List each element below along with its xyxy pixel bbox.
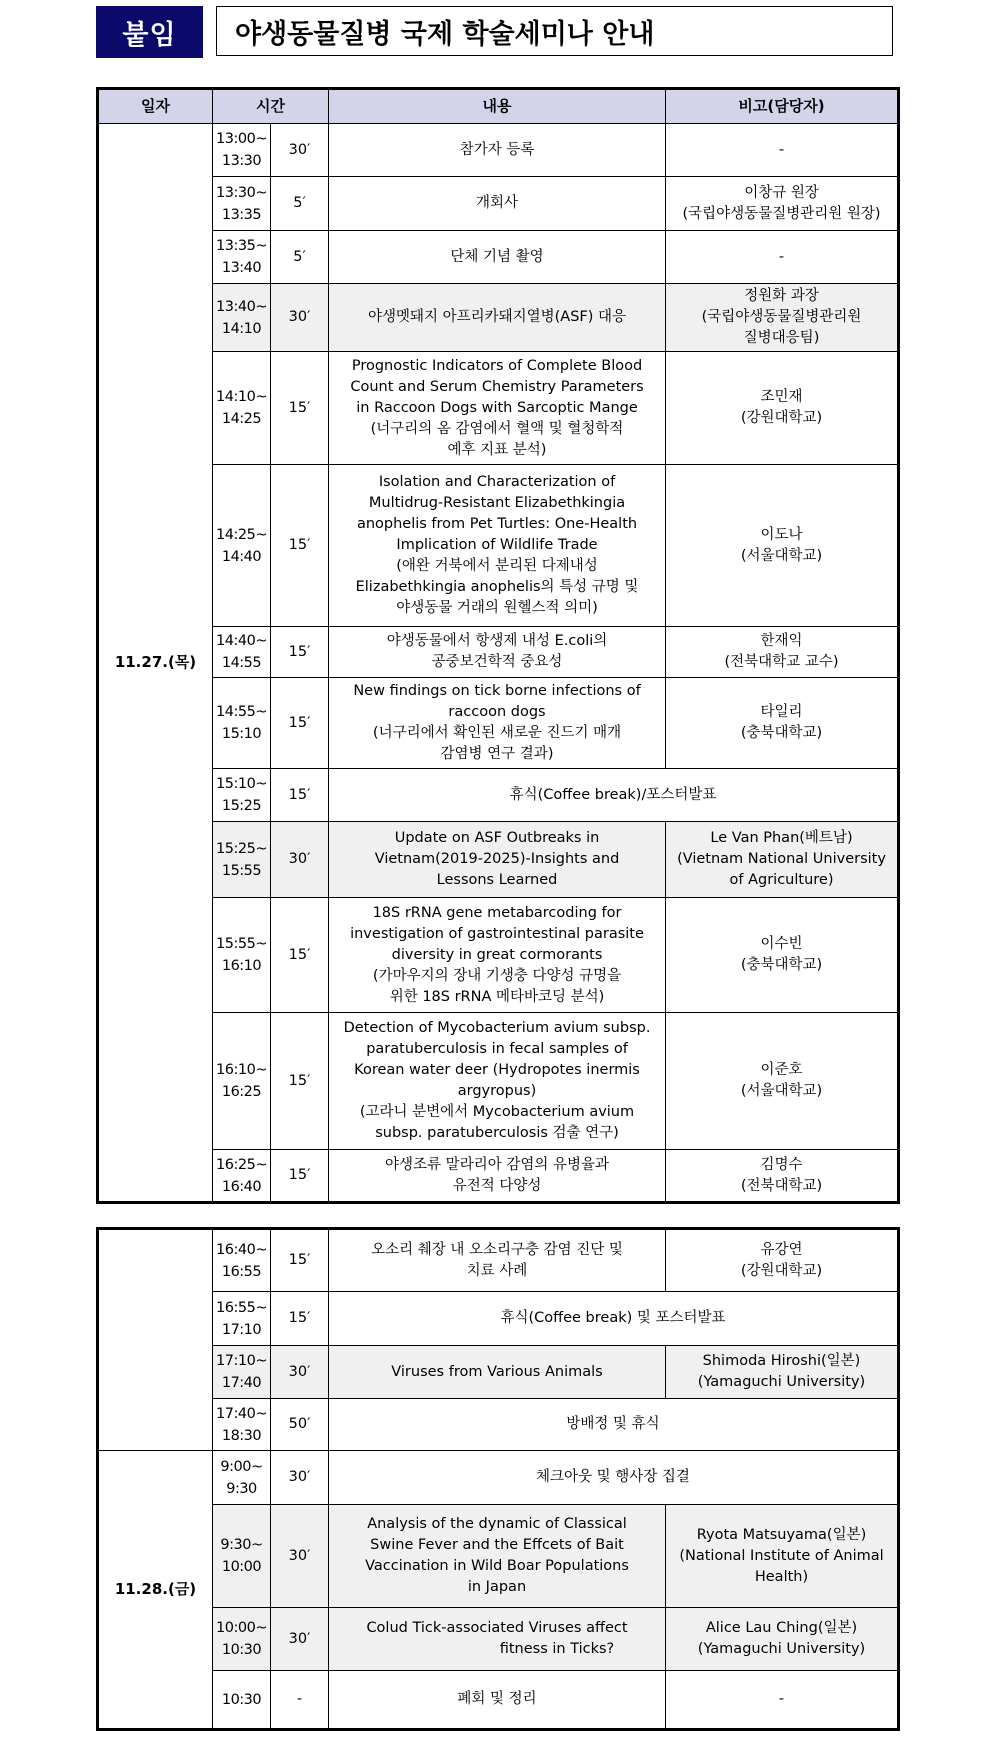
time-end: 16:55 (221, 1263, 262, 1280)
content-cell (329, 465, 666, 627)
time-end: 9:30 (226, 1480, 257, 1497)
content-line: Detection of Mycobacterium avium subsp. (343, 1020, 651, 1036)
note-line: 이수빈 (760, 936, 803, 952)
content-line: 체크아웃 및 행사장 집결 (536, 1469, 690, 1485)
content-line: Colud Tick-associated Viruses affect (366, 1620, 628, 1636)
time-start: 17:40~ (216, 1405, 267, 1422)
duration-cell: - (271, 1671, 329, 1730)
duration-cell: 5′ (271, 177, 329, 231)
note-line: (충북대학교) (740, 725, 823, 741)
content-line: 개회사 (476, 195, 519, 211)
time-start: 14:55~ (216, 704, 267, 720)
content-line: anophelis from Pet Turtles: One-Health (356, 516, 638, 532)
duration-cell: 15′ (271, 627, 329, 678)
time-end: 15:55 (221, 862, 262, 879)
time-start: 14:10~ (216, 389, 267, 405)
note-line: Ryota Matsuyama(일본) (696, 1526, 867, 1543)
note-cell (666, 284, 899, 352)
note-cell (666, 1346, 899, 1399)
schedule-table-2 (96, 1227, 900, 1731)
column-header-note: 비고(담당자) (666, 89, 899, 124)
note-cell (666, 177, 899, 231)
time-end: 16:40 (221, 1178, 262, 1195)
note-line: (전북대학교 교수) (724, 654, 839, 670)
content-line: Prognostic Indicators of Complete Blood (351, 357, 643, 374)
content-line: 위한 18S rRNA 메타바코딩 분석) (389, 988, 605, 1005)
content-cell (329, 231, 666, 284)
note-cell (666, 1608, 899, 1671)
note-line: (Yamaguchi University) (697, 1374, 866, 1390)
content-line: paratuberculosis in fecal samples of (366, 1041, 628, 1057)
time-cell (213, 769, 271, 822)
content-cell (329, 124, 666, 177)
content-line: 참가자 등록 (459, 141, 535, 158)
time-start: 16:40~ (216, 1241, 267, 1258)
content-line: in Japan (467, 1579, 527, 1595)
time-cell (213, 124, 271, 177)
note-line: 김명수 (760, 1156, 803, 1173)
note-line: 질병대응팀) (743, 330, 820, 346)
table-row (98, 822, 899, 898)
note-cell (666, 124, 899, 177)
time-cell (213, 1346, 271, 1399)
duration-cell: 30′ (271, 1346, 329, 1399)
content-line: Viruses from Various Animals (391, 1363, 603, 1380)
time-start: 13:35~ (216, 238, 267, 254)
content-cell (329, 1505, 666, 1608)
time-start: 16:10~ (216, 1062, 267, 1078)
time-start: 16:55~ (216, 1299, 267, 1316)
time-end: 17:40 (221, 1375, 262, 1391)
content-cell (329, 284, 666, 352)
note-line: - (778, 1691, 785, 1707)
time-cell (213, 1292, 271, 1346)
time-end: 14:10 (221, 320, 262, 337)
note-cell (666, 1671, 899, 1730)
time-start: 15:25~ (216, 840, 267, 857)
duration-cell: 15′ (271, 678, 329, 769)
content-line: Update on ASF Outbreaks in (394, 830, 600, 846)
note-line: 이도나 (760, 526, 803, 543)
duration-cell: 30′ (271, 124, 329, 177)
content-cell (329, 1013, 666, 1150)
content-line: 야생동물 거래의 원헬스적 의미) (396, 600, 598, 616)
note-line: Alice Lau Ching(일본) (705, 1620, 858, 1636)
note-line: (Yamaguchi University) (697, 1641, 866, 1657)
note-line: (서울대학교) (740, 547, 823, 564)
content-cell (329, 1292, 899, 1346)
time-start: 9:00~ (220, 1458, 263, 1475)
duration-cell: 15′ (271, 1292, 329, 1346)
content-line: 야생조류 말라리아 감염의 유병율과 (385, 1156, 609, 1173)
content-line: 휴식(Coffee break) 및 포스터발표 (500, 1310, 726, 1326)
content-cell (329, 1451, 899, 1505)
table-row (98, 177, 899, 231)
content-line: (고라니 분변에서 Mycobacterium avium (359, 1104, 635, 1120)
time-end: 13:35 (221, 206, 262, 223)
duration-cell: 15′ (271, 465, 329, 627)
note-cell (666, 898, 899, 1013)
content-line: fitness in Ticks? (499, 1641, 615, 1657)
time-cell (213, 627, 271, 678)
content-cell (329, 1399, 899, 1451)
time-cell (213, 1505, 271, 1608)
time-end: 10:30 (221, 1642, 262, 1658)
duration-cell: 30′ (271, 284, 329, 352)
duration-cell: 30′ (271, 1505, 329, 1608)
content-cell (329, 1346, 666, 1399)
note-cell (666, 1229, 899, 1292)
content-line: 방배정 및 휴식 (566, 1416, 660, 1432)
note-line: 한재익 (760, 633, 803, 649)
content-line: Multidrug-Resistant Elizabethkingia (368, 495, 626, 511)
time-end: 18:30 (221, 1427, 262, 1444)
note-line: (강원대학교) (740, 1262, 823, 1279)
time-cell (213, 1671, 271, 1730)
time-end: 14:25 (221, 411, 262, 427)
table-row (98, 352, 899, 465)
content-line: 단체 기념 촬영 (450, 248, 544, 265)
table-row (98, 1608, 899, 1671)
time-end: 16:25 (221, 1084, 262, 1100)
note-line: 정원화 과장 (744, 288, 819, 304)
content-line: raccoon dogs (448, 704, 546, 720)
note-cell (666, 1013, 899, 1150)
note-line: (충북대학교) (740, 957, 823, 973)
content-cell (329, 1229, 666, 1292)
content-line: 휴식(Coffee break)/포스터발표 (509, 786, 717, 803)
duration-cell: 30′ (271, 822, 329, 898)
date-cell (98, 1229, 213, 1451)
content-line: Korean water deer (Hydropotes inermis (354, 1062, 640, 1078)
time-cell (213, 678, 271, 769)
time-start: 13:40~ (216, 298, 267, 315)
note-line: (서울대학교) (740, 1083, 823, 1099)
content-line: Count and Serum Chemistry Parameters (350, 378, 644, 395)
time-end: 17:10 (221, 1321, 262, 1338)
duration-cell: 15′ (271, 769, 329, 822)
content-line: Vaccination in Wild Boar Populations (365, 1558, 629, 1574)
content-line: (너구리의 옴 감염에서 혈액 및 혈청학적 (370, 420, 624, 437)
time-start: 10:30 (221, 1691, 262, 1708)
note-cell (666, 822, 899, 898)
note-line: - (778, 141, 785, 158)
table-row (98, 1150, 899, 1203)
content-cell (329, 177, 666, 231)
time-cell (213, 1229, 271, 1292)
note-line: Health) (754, 1568, 809, 1585)
content-cell (329, 627, 666, 678)
time-end: 13:40 (221, 260, 262, 276)
note-line: 조민재 (760, 389, 803, 405)
note-line: 이준호 (760, 1062, 803, 1078)
note-line: 유강연 (760, 1241, 803, 1258)
content-line: Swine Fever and the Effcets of Bait (370, 1537, 624, 1553)
duration-cell: 15′ (271, 898, 329, 1013)
note-line: (국립야생동물질병관리원 (701, 309, 862, 325)
duration-cell: 5′ (271, 231, 329, 284)
content-line: subsp. paratuberculosis 검출 연구) (375, 1125, 619, 1141)
content-cell (329, 1671, 666, 1730)
content-cell (329, 1150, 666, 1203)
time-cell (213, 898, 271, 1013)
content-line: (가마우지의 장내 기생충 다양성 규명을 (372, 967, 622, 984)
table-row (98, 1671, 899, 1730)
content-line: 감염병 연구 결과) (440, 746, 554, 762)
content-line: diversity in great cormorants (391, 946, 603, 963)
date-cell: 11.27.(목) (98, 124, 213, 1203)
time-cell (213, 1451, 271, 1505)
note-line: Shimoda Hiroshi(일본) (702, 1353, 861, 1369)
time-start: 17:10~ (216, 1353, 267, 1369)
content-cell (329, 352, 666, 465)
duration-cell: 30′ (271, 1451, 329, 1505)
table-row (98, 678, 899, 769)
duration-cell: 15′ (271, 1013, 329, 1150)
table-row (98, 1229, 899, 1292)
time-cell (213, 465, 271, 627)
duration-cell: 15′ (271, 352, 329, 465)
time-cell (213, 284, 271, 352)
content-line: Analysis of the dynamic of Classical (367, 1516, 627, 1532)
time-end: 14:55 (221, 655, 262, 671)
time-cell (213, 1150, 271, 1203)
page-title: 야생동물질병 국제 학술세미나 안내 (216, 6, 893, 56)
time-start: 9:30~ (220, 1537, 263, 1553)
column-header-date: 일자 (98, 89, 213, 124)
content-line: 폐회 및 정리 (457, 1691, 537, 1707)
time-start: 15:10~ (216, 776, 267, 792)
content-cell (329, 822, 666, 898)
time-end: 10:00 (221, 1559, 262, 1575)
time-cell (213, 231, 271, 284)
time-end: 15:25 (221, 798, 262, 814)
note-cell (666, 627, 899, 678)
content-line: Elizabethkingia anophelis의 특성 규명 및 (355, 579, 639, 595)
date-cell: 11.28.(금) (98, 1451, 213, 1730)
content-line: 야생동물에서 항생제 내성 E.coli의 (386, 633, 608, 649)
note-line: - (778, 248, 785, 265)
time-start: 13:30~ (216, 184, 267, 201)
column-header-content: 내용 (329, 89, 666, 124)
content-line: (애완 거북에서 분리된 다제내성 (396, 558, 598, 574)
time-start: 13:00~ (216, 131, 267, 147)
time-start: 14:40~ (216, 633, 267, 649)
time-cell (213, 177, 271, 231)
note-line: (국립야생동물질병관리원 원장) (682, 205, 881, 222)
content-line: 예후 지표 분석) (447, 441, 547, 458)
note-line: of Agriculture) (729, 872, 834, 888)
table-row (98, 898, 899, 1013)
content-cell (329, 678, 666, 769)
duration-cell: 15′ (271, 1229, 329, 1292)
note-line: (강원대학교) (740, 410, 823, 426)
content-line: (너구리에서 확인된 새로운 진드기 매개 (372, 725, 622, 741)
content-line: 18S rRNA gene metabarcoding for (372, 904, 622, 921)
note-cell (666, 678, 899, 769)
table-row (98, 124, 899, 177)
note-line: (Vietnam National University (677, 851, 886, 867)
note-cell (666, 465, 899, 627)
table-row (98, 627, 899, 678)
time-end: 13:30 (221, 153, 262, 169)
note-cell (666, 1505, 899, 1608)
time-end: 14:40 (221, 548, 262, 565)
time-cell (213, 822, 271, 898)
time-end: 16:10 (221, 958, 262, 974)
content-cell (329, 1608, 666, 1671)
time-cell (213, 352, 271, 465)
content-cell (329, 898, 666, 1013)
table-row (98, 465, 899, 627)
column-header-time: 시간 (213, 89, 329, 124)
note-line: 이창규 원장 (744, 184, 819, 201)
content-line: Vietnam(2019-2025)-Insights and (374, 851, 620, 867)
note-cell (666, 352, 899, 465)
duration-cell: 30′ (271, 1608, 329, 1671)
content-line: New findings on tick borne infections of (353, 683, 641, 699)
time-cell (213, 1013, 271, 1150)
time-start: 16:25~ (216, 1156, 267, 1173)
table-row (98, 1505, 899, 1608)
note-cell (666, 231, 899, 284)
content-cell (329, 769, 899, 822)
table-row (98, 1013, 899, 1150)
note-line: Le Van Phan(베트남) (710, 830, 853, 846)
content-line: 공중보건학적 중요성 (431, 654, 563, 670)
table-row (98, 1346, 899, 1399)
time-end: 15:10 (221, 726, 262, 742)
time-cell (213, 1608, 271, 1671)
time-start: 14:25~ (216, 526, 267, 543)
table-row (98, 1292, 899, 1346)
content-line: Lessons Learned (436, 872, 558, 888)
note-line: (전북대학교) (740, 1177, 823, 1194)
time-start: 15:55~ (216, 936, 267, 952)
content-line: 치료 사례 (466, 1262, 528, 1279)
attachment-badge: 붙임 (96, 6, 203, 58)
content-line: argyropus) (457, 1083, 537, 1099)
content-line: 오소리 췌장 내 오소리구충 감염 진단 및 (371, 1241, 623, 1258)
table-row (98, 1451, 899, 1505)
time-start: 10:00~ (216, 1620, 267, 1636)
content-line: investigation of gastrointestinal parasite (350, 925, 644, 942)
time-cell (213, 1399, 271, 1451)
table-header-row (98, 89, 899, 124)
table-row (98, 769, 899, 822)
duration-cell: 50′ (271, 1399, 329, 1451)
table-row (98, 231, 899, 284)
note-line: 타일리 (760, 704, 803, 720)
table-row (98, 284, 899, 352)
content-line: Isolation and Characterization of (378, 474, 616, 490)
note-line: (National Institute of Animal (679, 1547, 884, 1564)
duration-cell: 15′ (271, 1150, 329, 1203)
content-line: Implication of Wildlife Trade (396, 537, 598, 553)
content-line: in Raccoon Dogs with Sarcoptic Mange (356, 399, 638, 416)
schedule-table-1 (96, 87, 900, 1204)
note-cell (666, 1150, 899, 1203)
table-row (98, 1399, 899, 1451)
content-line: 유전적 다양성 (452, 1177, 542, 1194)
content-line: 야생멧돼지 아프리카돼지열병(ASF) 대응 (367, 309, 627, 325)
